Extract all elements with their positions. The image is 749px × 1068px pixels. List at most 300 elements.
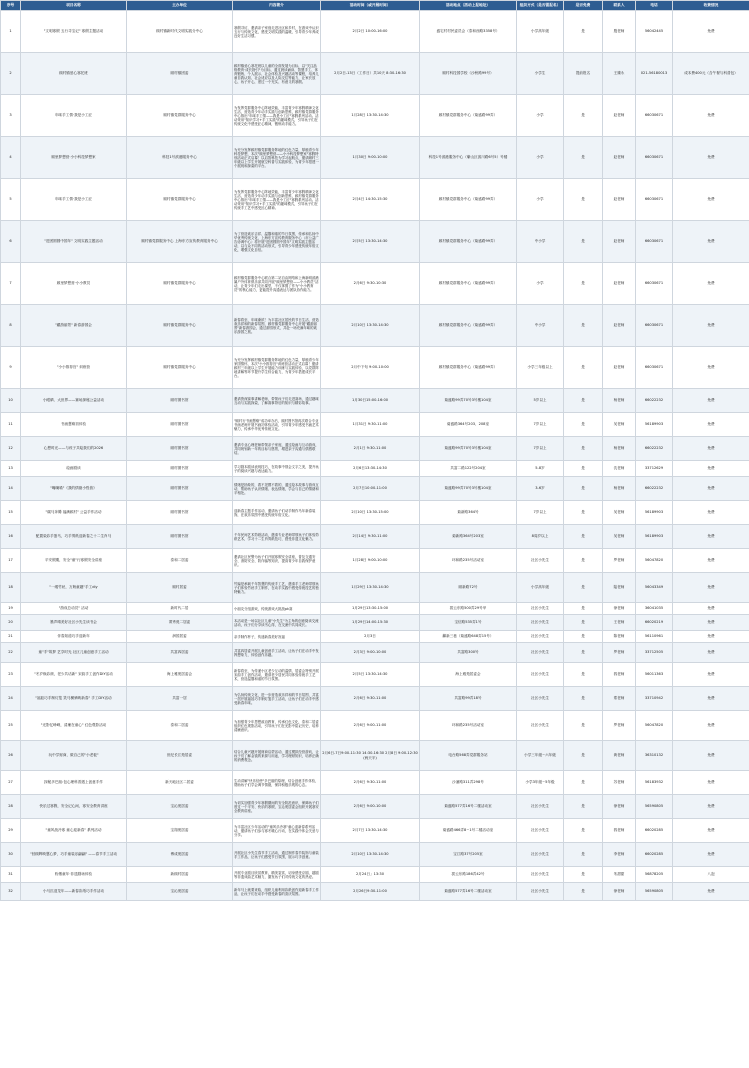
cell-no: 26 [1, 741, 21, 771]
cell-title: "一缕竹丝，万般童趣"手工diy [21, 573, 127, 603]
cell-phone: 33712505 [636, 643, 673, 663]
cell-time: 2月10日 13:30-15:00 [321, 501, 420, 525]
cell-title: "藏游丽景" 新春游园会 [21, 305, 127, 347]
cell-phone: 021-56180013 [636, 53, 673, 95]
cell-intro: 为了营造欢乐吉祥、温馨和谐的节日氛围，传承和弘扬中华优秀传统文化，上海东方宣传教育服务中心（市公益广告协调中心）将开展"进团圆圆中国年"文明实践主题活动，以与众不同的活动形式，引导青少年感受传统年俗文化，增强文化自信。 [233, 221, 321, 263]
cell-phone: 36310132 [636, 741, 673, 771]
cell-org: 顾村镇党群服务中心 [127, 95, 233, 137]
cell-title: 墨声晴美好社区小先生读书会 [21, 615, 127, 631]
cell-phone: 66020219 [636, 615, 673, 631]
cell-target: 7岁以上 [517, 501, 564, 525]
cell-no: 23 [1, 663, 21, 687]
cell-contact: 钱老师 [603, 663, 636, 687]
cell-free: 是 [564, 771, 603, 795]
cell-contact: 朱甜甜 [603, 867, 636, 883]
table-row [1, 741, 749, 771]
cell-place: 顾村镇党群服务中心（菊盛路99弄） [420, 95, 517, 137]
cell-contact: 徐老师 [603, 603, 636, 615]
cell-phone: 66022232 [636, 389, 673, 413]
cell-place: 盛宅村村民委员会（泰和西路3358号） [420, 11, 517, 53]
cell-place: 翻新三巷（菊盛路648弄15号） [420, 631, 517, 643]
cell-no: 12 [1, 437, 21, 461]
cell-time: 2月6日 9:00-10:00 [321, 795, 420, 819]
col-header-phone: 电话 [636, 1, 673, 11]
cell-fee: 免费 [673, 687, 749, 711]
cell-contact: 杨老师 [603, 389, 636, 413]
table-row [1, 179, 749, 221]
cell-free: 是 [564, 263, 603, 305]
cell-phone: 36041035 [636, 603, 673, 615]
cell-title: "冬岁焕彩颜，老少共话新" 宋韵手工创作DIY活动 [21, 663, 127, 687]
cell-phone: 66030671 [636, 137, 673, 179]
cell-free: 是 [564, 603, 603, 615]
cell-fee: 免费 [673, 263, 749, 305]
cell-target: 小学 [517, 179, 564, 221]
cell-time: 2月6日 9:00-11:00 [321, 711, 420, 741]
col-header-title: 项目名称 [21, 1, 127, 11]
cell-free: 是 [564, 867, 603, 883]
cell-title: "小小推荐官" 训练营 [21, 347, 127, 389]
cell-no: 6 [1, 221, 21, 263]
cell-fee: 免费 [673, 477, 749, 501]
cell-title: 小眼睛、大世界——赛场探秘公益活动 [21, 389, 127, 413]
cell-contact: 赵老师 [603, 179, 636, 221]
cell-fee: 免费 [673, 631, 749, 643]
cell-phone: 56047820 [636, 711, 673, 741]
cell-time: 2月6日-7日9:00-11:30 14:30-16:30 2月8日 9:00-12:30(两天半) [321, 741, 420, 771]
table-row [1, 549, 749, 573]
cell-no: 16 [1, 525, 21, 549]
cell-org: 顾村镇党群服务中心 [127, 305, 233, 347]
cell-intro: 亲手制作杯子，传递新春美好祝福 [233, 631, 321, 643]
cell-title: 伴春知道巧手迎新年 [21, 631, 127, 643]
cell-intro: 为丰富社区少年活动的"童风乐冷寒"童心迎新春系列活动，邀请孩子们参与寒冬暖心行动，在实践中体会关爱与分享。 [233, 819, 321, 843]
cell-time: 2月6日13:30-14:30 [321, 461, 420, 477]
cell-title: 顾里梦想营·小小科技梦想家 [21, 137, 127, 179]
cell-contact: 赵老师 [603, 221, 636, 263]
cell-title: 顾里梦想营·小小教员 [21, 263, 127, 305]
cell-phone: 66020285 [636, 843, 673, 867]
table-row [1, 221, 749, 263]
table-row [1, 573, 749, 603]
cell-intro: 顾村镇党群服务中心联合第二站自由网络和上海新明滨港属户外体育俱乐部共同开展"顾里梦想营——小小教员"活动，让青少年们走出课堂，不仅掌握了作为"小小教育员"的核心能力，更能提升沟通表达与团队协作能力。 [233, 263, 321, 305]
cell-no: 31 [1, 867, 21, 883]
cell-target: 小学高年级 [517, 573, 564, 603]
cell-intro: 为发挥党群服务中心阵地效能，丰富青少年寒假精神文化生活，营造青少年动手实践与创新思维，顾村镇党群服务中心推出"年味手工情——我是小工匠"寒假系列活动。活动采用"知识学习+手工实践"的趣味模式，引导孩子们在传统手工艺中感受匠心精神。 [233, 179, 321, 221]
cell-intro: 为充分发挥顾村镇党群服务阵地的红色力量，厚植青少年家国情怀，本次"小小推荐官"训练营活动正式启幕！邀请顾村三年级以上学生开展能力训练与实践体验，以党群阵地讲解等环节提升学生综合能力，为青少年搭建成长平台。 [233, 347, 321, 389]
cell-place: 拔云东路186弄42号 [420, 867, 517, 883]
cell-time: 1月29日14:00-15:30 [321, 615, 420, 631]
cell-fee: 免费 [673, 347, 749, 389]
cell-phone: 33710942 [636, 687, 673, 711]
cell-fee: 免费 [673, 305, 749, 347]
cell-phone: 66030671 [636, 263, 673, 305]
cell-fee: 八泡 [673, 867, 749, 883]
cell-org: 顾村镇新时代文明实践分中心 [127, 11, 233, 53]
cell-place: 电台路568弄党群服务站 [420, 741, 517, 771]
cell-org: 科技1号滨港服务中心 [127, 137, 233, 179]
cell-title: "回顾辉映慧心梦，巧手童装乐翩翩" ——春节手工活动 [21, 843, 127, 867]
cell-no: 13 [1, 461, 21, 477]
cell-contact: 钱老师 [603, 819, 636, 843]
cell-org: 顾村图书馆 [127, 525, 233, 549]
cell-org: 泰和二居委 [127, 711, 233, 741]
cell-org: 新天地社区二居委 [127, 771, 233, 795]
cell-phone: 56011363 [636, 663, 673, 687]
cell-intro: 开展专业剧目欣赏教育、精美鉴赏，切身感受京剧、越剧等非遗戏曲艺术魅力，激发孩子们对传统文化的热爱。 [233, 867, 321, 883]
cell-free: 是 [564, 461, 603, 477]
cell-contact: 赵老师 [603, 347, 636, 389]
cell-phone: 56189903 [636, 413, 673, 437]
cell-time: 2月2日-13日（工作日）共10天 8:30-16:30 [321, 53, 420, 95]
cell-org: 新时代二居 [127, 603, 233, 615]
table-row [1, 867, 749, 883]
cell-no: 9 [1, 347, 21, 389]
cell-phone: 56047820 [636, 549, 673, 573]
cell-free: 提前报名 [564, 53, 603, 95]
cell-org: 菁秀苑二居委 [127, 615, 233, 631]
cell-no: 15 [1, 501, 21, 525]
cell-title: 探秘多巴胺:包心理科普遇上创意手作 [21, 771, 127, 795]
cell-no: 4 [1, 137, 21, 179]
cell-free: 是 [564, 525, 603, 549]
cell-phone: 56042445 [636, 11, 673, 53]
cell-place: 顾村镇党群服务中心（菊盛路99弄） [420, 263, 517, 305]
cell-free: 是 [564, 573, 603, 603]
cell-phone: 66030671 [636, 179, 673, 221]
cell-target: 社区小先生 [517, 795, 564, 819]
cell-contact: 王臻永 [603, 53, 636, 95]
table-body [1, 11, 749, 901]
cell-place: 菊盛路99弄70号3号楼104室 [420, 437, 517, 461]
cell-time: 2月10日 13:30-14:30 [321, 305, 420, 347]
cell-place: 宝江路37号205室 [420, 843, 517, 867]
cell-contact: 徐老师 [603, 883, 636, 901]
cell-intro: 迎新春主题手作活动，邀请孩子们动手制作马年新春装饰，在欢乐氛围中感受传统年俗文化。 [233, 501, 321, 525]
cell-target: 社区小先生 [517, 711, 564, 741]
cell-time: 1月31日 9:30-11:00 [321, 413, 420, 437]
cell-target: 小学3年级~5年级 [517, 771, 564, 795]
table-row [1, 263, 749, 305]
cell-title: 粉墨童年·非遗剧场体验 [21, 867, 127, 883]
cell-target: 3-6岁 [517, 477, 564, 501]
cell-intro: 结合儿童兴趣开展财商启蒙活动，通过模拟经营游戏，让孩子们了解金钱的来源与用途，学习理财知识，培养正确的消费观念。 [233, 741, 321, 771]
cell-place: 共富路300号 [420, 643, 517, 663]
cell-title: "福娃巧手制灯笼 笑马横骑映新春" 手工DIY活动 [21, 687, 127, 711]
col-header-intro: 内容简介 [233, 1, 321, 11]
cell-fee: 免费 [673, 795, 749, 819]
cell-place: 顾村镇党群服务中心（菊盛路99弄） [420, 179, 517, 221]
cell-time: 2月26日9:30-11:00 [321, 883, 420, 901]
cell-org: 宝沁苑居委 [127, 795, 233, 819]
cell-org: 顾村图书馆 [127, 389, 233, 413]
cell-free: 是 [564, 179, 603, 221]
cell-intro: 情绪是抽象的，看不见摸不着的，通过绘本故事与游戏互动，帮助孩子认识情绪、表达情绪，学会与自己的情绪和平相处。 [233, 477, 321, 501]
cell-intro: 千年民间艺术剪纸活动，邀请专业老师带领孩子们体验剪纸艺术，学习十二生肖剪纸技巧，感受非遗文化魅力。 [233, 525, 321, 549]
col-header-place: 活动地点（活动上报地址） [420, 1, 517, 11]
cell-title: "童风战冷寒 童心迎新春" 系列活动 [21, 819, 127, 843]
cell-intro: 为弘扬传统文化，进一步营造欢乐祥和的节日氛围，共富一居开展福娃巧手制灯笼手工活动，让孩子们在动手中感受新春年味。 [233, 687, 321, 711]
cell-target: 社区小先生 [517, 643, 564, 663]
cell-no: 24 [1, 687, 21, 711]
cell-contact: 苏老师 [603, 771, 636, 795]
cell-phone: 56590805 [636, 795, 673, 819]
cell-place: 顾村镇党群服务中心（菊盛路99弄） [420, 221, 517, 263]
cell-target: 小学 [517, 137, 564, 179]
cell-place: 顾村科技园学校（沙秋路99号） [420, 53, 517, 95]
cell-contact: 吴老师 [603, 413, 636, 437]
cell-intro: 新春将至、年味渐浓！为丰富社区居民的节日生活，营造欢乐祥和的新春氛围，顾村镇党群服务中心开展"藏游丽景"新春游园会，通过游园形式，共赴一场充满年味的欢乐游园之旅。 [233, 305, 321, 347]
cell-title: "光影忆峥嵘，清廉在童心" 红色观影活动 [21, 711, 127, 741]
cell-target: 8周岁以上 [517, 525, 564, 549]
cell-target: 社区小先生 [517, 631, 564, 643]
cell-phone: 66020285 [636, 819, 673, 843]
cell-org: 共富一居 [127, 687, 233, 711]
cell-no: 28 [1, 795, 21, 819]
table-row [1, 643, 749, 663]
cell-free: 是 [564, 477, 603, 501]
cell-contact: 罗老师 [603, 711, 636, 741]
cell-intro: 邀请专业心理老师带领亲子家庭，通过绘画与互动游戏，共同规划新一年的目标与愿景，增进亲子沟通与情感联结。 [233, 437, 321, 461]
cell-place: 菊新路364号 [420, 501, 517, 525]
cell-title: 快乐过寒假，安全记心间，寒安全教育讲座 [21, 795, 127, 819]
cell-free: 是 [564, 795, 603, 819]
cell-no: 17 [1, 549, 21, 573]
cell-org: 宝翔苑居委 [127, 819, 233, 843]
cell-target: 小学 [517, 95, 564, 137]
table-row [1, 711, 749, 741]
cell-no: 32 [1, 883, 21, 901]
cell-free: 是 [564, 305, 603, 347]
cell-fee: 免费 [673, 819, 749, 843]
cell-no: 18 [1, 573, 21, 603]
table-row [1, 615, 749, 631]
cell-fee: 免费 [673, 549, 749, 573]
cell-org: 顾村图书馆 [127, 501, 233, 525]
cell-target: 小学高年级 [517, 11, 564, 53]
cell-intro: 为充分发挥顾村镇党群服务阵地的红色力量，厚植青少年科技梦想，本次"顾里梦想营——小小科技梦想家"寒假特别活动正式启幕！以启智科技为学习起航点，邀请顾村三年级以上学生开展航空科普与实践体验，为青少年搭建一个展现和探索的平台。 [233, 137, 321, 179]
cell-fee: 免费 [673, 643, 749, 663]
cell-no: 1 [1, 11, 21, 53]
cell-target: 中小学 [517, 305, 564, 347]
cell-title: "游戏总动员" 活动 [21, 603, 127, 615]
cell-title: "嘴嘴喵"《我的情绪小怪兽》 [21, 477, 127, 501]
cell-intro: 邀请社区民警为孩子们开展寒假安全讲座，普及交通安全、消防安全、防诈骗等知识，提高青少年自我保护意识。 [233, 549, 321, 573]
cell-no: 8 [1, 305, 21, 347]
cell-time: 2月14日 9:30-11:00 [321, 525, 420, 549]
cell-phone: 56590805 [636, 883, 673, 901]
cell-no: 2 [1, 53, 21, 95]
cell-target: 社区小先生 [517, 687, 564, 711]
cell-time: 1月28日 13:30-14:30 [321, 95, 420, 137]
cell-phone: 33712629 [636, 461, 673, 477]
cell-place: 菊盛路466弄8~1号二楼活动室 [420, 819, 517, 843]
cell-org: 海上雅苑居委会 [127, 663, 233, 687]
cell-free: 是 [564, 643, 603, 663]
cell-title: "文明寒假 五行寻宝记" 寒假主题活动 [21, 11, 127, 53]
cell-target: 小学三年级以上 [517, 347, 564, 389]
cell-intro: 小朋友分组游戏，传统游戏大挑战pk赛 [233, 603, 321, 615]
cell-intro: 开展社区小先生春节手工活动，通过制作春节装饰与童装手工作品，让孩子们感受节日氛围，展示巧手创意。 [233, 843, 321, 867]
cell-target: 小学 [517, 263, 564, 305]
cell-target: 社区小先生 [517, 663, 564, 687]
col-header-free: 是否免费 [564, 1, 603, 11]
cell-place: 环和路235号活动室 [420, 711, 517, 741]
cell-free: 是 [564, 687, 603, 711]
cell-org: 共富四居委 [127, 643, 233, 663]
cell-fee: 成本费400元（含午餐与科普包） [673, 53, 749, 95]
col-header-time: 活动时间（或开展时间） [321, 1, 420, 11]
cell-fee: 免费 [673, 413, 749, 437]
cell-contact: 罗老师 [603, 643, 636, 663]
cell-fee: 免费 [673, 95, 749, 137]
cell-contact: 赵老师 [603, 95, 636, 137]
cell-free: 是 [564, 615, 603, 631]
cell-title: 绘画剧读 [21, 461, 127, 477]
table-row [1, 501, 749, 525]
cell-free: 是 [564, 549, 603, 573]
cell-fee: 免费 [673, 501, 749, 525]
cell-fee: 免费 [673, 741, 749, 771]
cell-no: 10 [1, 389, 21, 413]
cell-target: 7岁以上 [517, 413, 564, 437]
cell-org: 世纪长江苑居委 [127, 741, 233, 771]
table-row [1, 95, 749, 137]
cell-time: 2月7日10:00-11:00 [321, 477, 420, 501]
cell-place: 菊盛路577弄16号二楼活动室 [420, 883, 517, 901]
cell-fee: 免费 [673, 461, 749, 477]
cell-org: 宝沁苑居委 [127, 883, 233, 901]
cell-fee: 免费 [673, 615, 749, 631]
cell-free: 是 [564, 501, 603, 525]
cell-fee: 免费 [673, 137, 749, 179]
cell-target: 社区小先生 [517, 615, 564, 631]
cell-phone: 66022232 [636, 477, 673, 501]
cell-target: 小学三年级~六年级 [517, 741, 564, 771]
cell-place: 菊盛路99弄70号3号楼104室 [420, 389, 517, 413]
cell-time: 1月30日 9:00-10:00 [321, 137, 420, 179]
cell-time: 1月29日 13:30-14:30 [321, 573, 420, 603]
cell-fee: 免费 [673, 179, 749, 221]
cell-place: 共富路99弄18号 [420, 687, 517, 711]
cell-title: 平安假期，安全"童"行寒假安全讲座 [21, 549, 127, 573]
cell-org: 顾村图书馆 [127, 461, 233, 477]
cell-place: 沙浦路311弄298号 [420, 771, 517, 795]
cell-free: 是 [564, 663, 603, 687]
cell-target: 5-8岁 [517, 461, 564, 477]
cell-contact: 殷老师 [603, 11, 636, 53]
cell-time: 2月6日 9:30-11:00 [321, 687, 420, 711]
table-row [1, 389, 749, 413]
cell-contact: 赵老师 [603, 263, 636, 305]
cell-intro: 生动讲解"快乐信使"多巴胺的原理，结合创意手作体验，帮助孩子们学会调节情绪，保持积极乐观的心态。 [233, 771, 321, 795]
cell-place: 顾新路72号 [420, 573, 517, 603]
cell-target: 小学生 [517, 53, 564, 95]
table-row [1, 11, 749, 53]
cell-contact: 杨老师 [603, 437, 636, 461]
cell-title: 童"手"筑梦 艺享时光 社区儿童创意手工活动 [21, 643, 127, 663]
cell-place: 环和路235号活动室 [420, 549, 517, 573]
cell-fee: 免费 [673, 221, 749, 263]
cell-contact: 徐老师 [603, 795, 636, 819]
cell-place: 顾村镇党群服务中心（菊盛路99弄） [420, 305, 517, 347]
cell-phone: 66030671 [636, 95, 673, 137]
cell-time: 2月5日 13:30-14:30 [321, 221, 420, 263]
cell-target: 5岁以上 [517, 389, 564, 413]
cell-phone: 56183932 [636, 771, 673, 795]
cell-contact: 赵老师 [603, 305, 636, 347]
cell-contact: 赵老师 [603, 137, 636, 179]
cell-title: 年味手工情·我是小工匠 [21, 95, 127, 137]
cell-free: 是 [564, 95, 603, 137]
col-header-fee: 收费情况 [673, 1, 749, 11]
table-row [1, 603, 749, 615]
cell-fee: 免费 [673, 603, 749, 615]
table-row [1, 631, 749, 643]
cell-fee: 免费 [673, 711, 749, 741]
cell-time: 2月10日 13:30-14:30 [321, 843, 420, 867]
table-row [1, 461, 749, 477]
cell-time: 2月6日 9:30-10:30 [321, 263, 420, 305]
cell-contact: 李老师 [603, 843, 636, 867]
cell-target: 中小学 [517, 221, 564, 263]
cell-target: 社区小先生 [517, 867, 564, 883]
cell-no: 20 [1, 615, 21, 631]
cell-no: 22 [1, 643, 21, 663]
cell-phone: 56043349 [636, 573, 673, 603]
cell-phone: 56878205 [636, 867, 673, 883]
cell-intro: 为加强青少年思想政治教育，传承红色文化，泰和二居委组织红色观影活动，引导孩子们在光影中铭记历史，培养清廉意识。 [233, 711, 321, 741]
cell-intro: 竹编是承载千年智慧的传统手工艺，邀请手工老师带领孩子们体验竹丝手工制作，在动手实践中感受传统技艺的独特魅力。 [233, 573, 321, 603]
cell-title: 配置染彩手蛋马，巧手剪纸迎新春之十二生肖马 [21, 525, 127, 549]
cell-target: 社区小先生 [517, 843, 564, 867]
cell-contact: 罗老师 [603, 549, 636, 573]
cell-time: 1月30日15:00-16:00 [321, 389, 420, 413]
cell-time: 2月3日 [321, 631, 420, 643]
table-row [1, 687, 749, 711]
cell-place: 菊盛路577弄16号二楼活动室 [420, 795, 517, 819]
cell-contact: 陆老师 [603, 573, 636, 603]
cell-fee: 免费 [673, 843, 749, 867]
cell-time: 2月中下旬 9:00-10:00 [321, 347, 420, 389]
cell-fee: 免费 [673, 437, 749, 461]
col-header-contact: 联系人 [603, 1, 636, 11]
cell-no: 7 [1, 263, 21, 305]
cell-org: 顾村镇党群服务中心 [127, 347, 233, 389]
cell-org: 顾村图书馆 [127, 413, 233, 437]
cell-title: 书画慧缘初体验 [21, 413, 127, 437]
cell-org: 顾村镇党群服务中心 上海东方宣传教育服务中心 [127, 221, 233, 263]
cell-time: 1月29日13:30-15:00 [321, 603, 420, 615]
cell-no: 29 [1, 819, 21, 843]
cell-place: 菊新路364号203室 [420, 525, 517, 549]
cell-contact: 黄老师 [603, 741, 636, 771]
cell-phone: 56189903 [636, 501, 673, 525]
cell-free: 是 [564, 819, 603, 843]
cell-no: 30 [1, 843, 21, 867]
cell-intro: 新春将至，为传递小区老少互动的温情，居委会特别开展宋韵手工创作活动，邀请老少居民共同体验传统手工艺术，营造温馨和谐的节日氛围。 [233, 663, 321, 687]
cell-free: 是 [564, 883, 603, 901]
cell-contact: 杨老师 [603, 477, 636, 501]
table-row [1, 305, 749, 347]
cell-place: 共富二路122号204室 [420, 461, 517, 477]
cell-free: 是 [564, 389, 603, 413]
table-row [1, 883, 749, 901]
cell-fee: 免费 [673, 525, 749, 549]
table-row [1, 413, 749, 437]
cell-intro: 顾村镇爱心寒托班以儿童的全面发展为目标，以"关注品格教育·成长指引"为目标，通过晨读诵读、智慧手工、体育锻炼、个人展示、社会体验及兴趣活动等课程，培养儿童自我认知、社会适应以及人际交往等能力，让家长放心，孩子开心，度过一个充实、有意义的寒假。 [233, 53, 321, 95]
cell-free: 是 [564, 437, 603, 461]
